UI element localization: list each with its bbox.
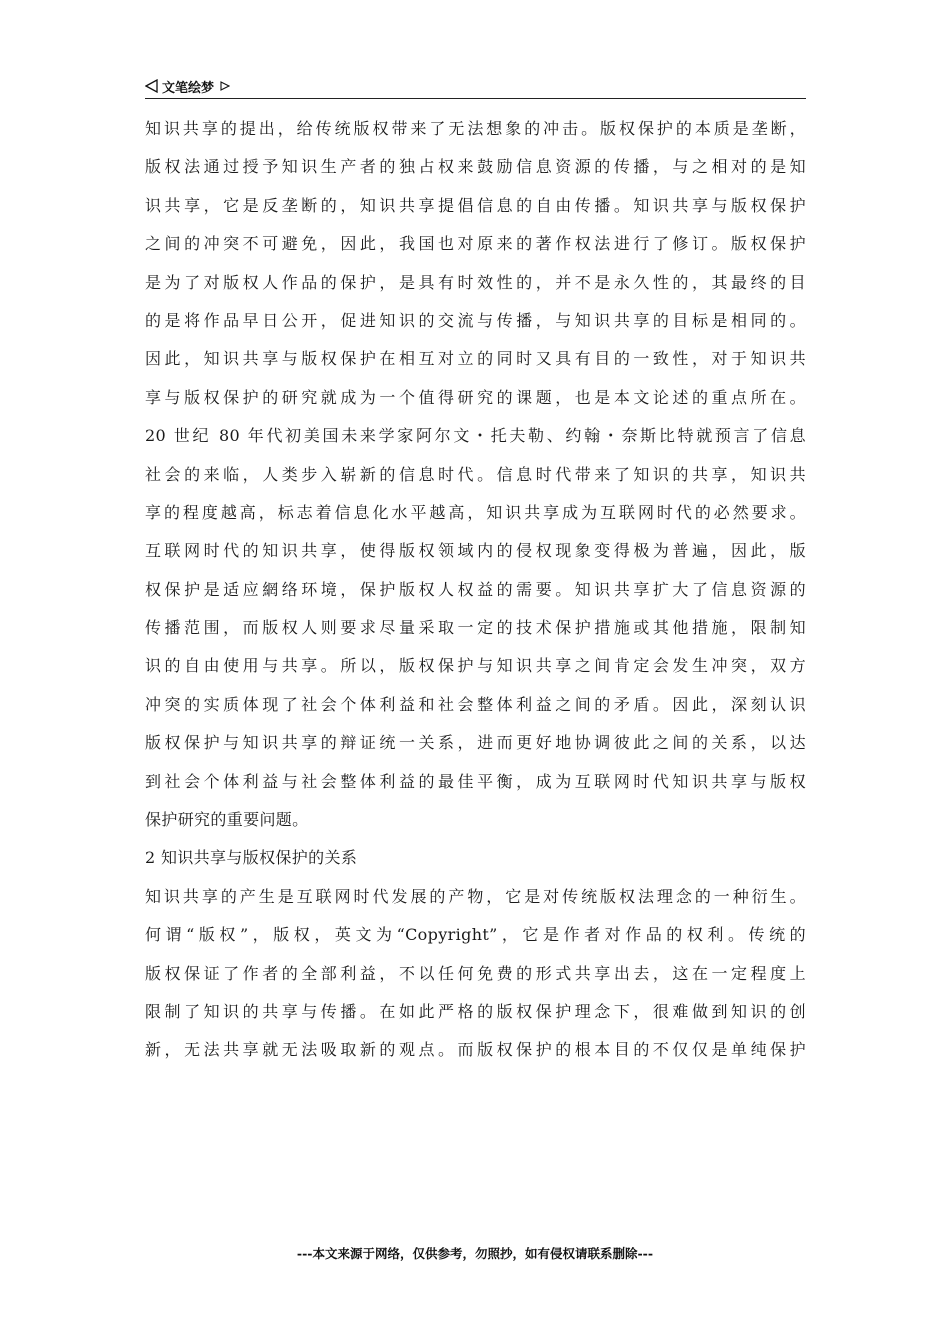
header-title: 文笔绘梦 (162, 80, 215, 96)
document-body (145, 110, 806, 1070)
text-line: 享与版权保护的研究就成为一个值得研究的课题，也是本文论述的重点所在。 (145, 387, 806, 407)
text-line: 的是将作品早日公开，促进知识的交流与传播，与知识共享的目标是相同的。 (145, 310, 806, 330)
text-line: 互联网时代的知识共享，使得版权领域内的侵权现象变得极为普遍，因此，版 (145, 541, 806, 561)
triangle-right-icon (220, 81, 230, 91)
text-line: 社会的来临，人类步入崭新的信息时代。信息时代带来了知识的共享，知识共 (145, 464, 806, 484)
text-line: 版权保护与知识共享的辩证统一关系，进而更好地协调彼此之间的关系，以达 (145, 733, 806, 753)
text-line: 版权法通过授予知识生产者的独占权来鼓励信息资源的传播，与之相对的是知 (145, 157, 806, 177)
text-line: 新，无法共享就无法吸取新的观点。而版权保护的根本目的不仅仅是单纯保护 (145, 1040, 806, 1060)
text-line: 冲突的实质体现了社会个体利益和社会整体利益之间的矛盾。因此，深刻认识 (145, 694, 806, 714)
text-line: 保护研究的重要问题。 (145, 810, 309, 830)
text-line: 知识共享的提出，给传统版权带来了无法想象的冲击。版权保护的本质是垄断， (145, 119, 806, 138)
text-line: 权保护是适应網络环境，保护版权人权益的需要。知识共享扩大了信息资源的 (145, 579, 806, 599)
text-line: 到社会个体利益与社会整体利益的最佳平衡，成为互联网时代知识共享与版权 (145, 771, 806, 791)
text-line: 20 世纪 80 年代初美国未来学家阿尔文・托夫勒、约翰・奈斯比特就预言了信息 (145, 426, 806, 446)
text-line: 因此，知识共享与版权保护在相互对立的同时又具有目的一致性，对于知识共 (145, 349, 806, 369)
page-header (145, 74, 806, 99)
text-line: 何谓“版权”，版权，英文为“Copyright”，它是作者对作品的权利。传统的 (145, 925, 806, 945)
triangle-left-icon (145, 79, 159, 93)
text-line: 传播范围，而版权人则要求尽量采取一定的技术保护措施或其他措施，限制知 (145, 618, 806, 638)
text-line: 是为了对版权人作品的保护，是具有时效性的，并不是永久性的，其最终的目 (145, 272, 806, 292)
text-line: 识的自由使用与共享。所以，版权保护与知识共享之间肯定会发生冲突，双方 (145, 656, 806, 676)
text-line: 版权保证了作者的全部利益，不以任何免费的形式共享出去，这在一定程度上 (145, 963, 806, 983)
text-line: 之间的冲突不可避免，因此，我国也对原来的著作权法进行了修订。版权保护 (145, 234, 806, 254)
footer-disclaimer: ---本文来源于网络，仅供参考，勿照抄，如有侵权请联系删除--- (296, 1246, 654, 1261)
text-line: 限制了知识的共享与传播。在如此严格的版权保护理念下，很难做到知识的创 (145, 1001, 806, 1021)
section-heading: 2 知识共享与版权保护的关系 (145, 848, 358, 868)
text-line: 识共享，它是反垄断的，知识共享提倡信息的自由传播。知识共享与版权保护 (145, 195, 806, 215)
text-line: 享的程度越高，标志着信息化水平越高，知识共享成为互联网时代的必然要求。 (145, 502, 806, 522)
text-line: 知识共享的产生是互联网时代发展的产物，它是对传统版权法理念的一种衍生。 (145, 886, 806, 906)
